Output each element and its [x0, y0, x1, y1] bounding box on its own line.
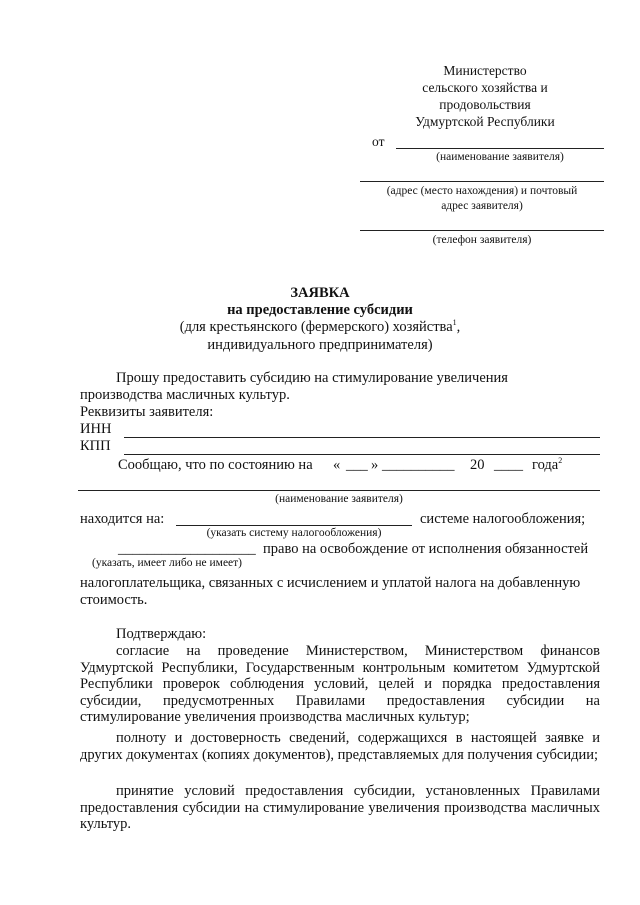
located-on-label: находится на:: [80, 511, 165, 527]
date-year-blank[interactable]: ____: [494, 457, 523, 473]
doc-title-line3-tail: ,: [456, 319, 461, 335]
date-month-blank[interactable]: __________: [382, 457, 455, 473]
address-hint-2: адрес заявителя): [441, 200, 523, 212]
completeness-paragraph: полноту и достоверность сведений, содержащихся в настоящей заявке и других документах (копиях документов), представляемых для получения субсидии;: [80, 730, 600, 763]
doc-title-line3: [0, 318, 640, 336]
addressee-line-1: Министерство: [443, 63, 527, 78]
kpp-label: КПП: [80, 438, 111, 454]
requisites-label: Реквизиты заявителя:: [80, 404, 214, 420]
doc-title-line3-text: (для крестьянского (фермерского) хозяйства: [179, 319, 453, 335]
addressee-line-3: продовольствия: [439, 97, 531, 112]
phone-line[interactable]: [360, 230, 604, 231]
applicant-name-field[interactable]: [78, 490, 600, 491]
address-line[interactable]: [360, 181, 604, 182]
exemption-hint: (указать, имеет либо не имеет): [92, 557, 243, 569]
doc-title-main: ЗАЯВКА: [290, 285, 350, 301]
doc-title: [0, 284, 640, 302]
doc-subtitle: [0, 301, 640, 319]
date-year-word: года$^2$: [532, 456, 563, 473]
addressee-line-4: Удмуртской Республики: [415, 114, 555, 129]
date-quote-open: «: [333, 457, 341, 473]
request-line-1: Прошу предоставить субсидию на стимулирование увеличения: [116, 370, 508, 386]
footnote-ref-2: 2: [558, 456, 563, 466]
inn-label: ИНН: [80, 421, 112, 437]
phone-hint: (телефон заявителя): [432, 234, 532, 246]
address-hint-1: (адрес (место нахождения) и почтовый: [386, 185, 578, 197]
consent-paragraph: согласие на проведение Министерством, Министерством финансов Удмуртской Республики, Государственным контрольным комитетом Удмуртской Республики проверок соблюдения условий, целей и порядка предоставления субсидии, предусмотренных Правилами предоставления субсидии на стимулирование увеличения производства масличных культур;: [80, 643, 600, 726]
tax-system-text: системе налогообложения;: [420, 511, 586, 527]
footnote-ref-1: 1: [452, 318, 457, 328]
confirm-label: Подтверждаю:: [116, 626, 207, 642]
date-quote-close: »: [371, 457, 379, 473]
tax-system-hint: (указать систему налогообложения): [206, 527, 382, 539]
from-label: от: [372, 134, 385, 149]
taxpayer-line-1: налогоплательщика, связанных с исчислением и уплатой налога на добавленную: [80, 575, 581, 591]
applicant-name-line[interactable]: [396, 148, 604, 149]
acceptance-paragraph: принятие условий предоставления субсидии, установленных Правилами предоставления субсидии на стимулирование увеличения производства масличных культур.: [80, 783, 600, 833]
taxpayer-line-2: стоимость.: [80, 592, 148, 608]
doc-title-line4: индивидуального предпринимателя): [207, 337, 433, 353]
inn-field[interactable]: [124, 437, 600, 438]
applicant-name-hint: (наименование заявителя): [436, 151, 564, 163]
date-day-blank[interactable]: ___: [346, 457, 368, 473]
addressee-line-2: сельского хозяйства и: [422, 80, 548, 95]
tax-system-field[interactable]: [176, 525, 412, 526]
doc-subtitle-text: на предоставление субсидии: [227, 302, 413, 318]
exemption-blank[interactable]: ___________________: [118, 541, 256, 557]
report-text: Сообщаю, что по состоянию на: [118, 457, 313, 473]
exemption-text: право на освобождение от исполнения обязанностей: [263, 541, 589, 557]
kpp-field[interactable]: [124, 454, 600, 455]
date-year-prefix: 20: [470, 457, 485, 473]
applicant-name-hint2: (наименование заявителя): [275, 493, 403, 505]
request-line-2: производства масличных культур.: [80, 387, 290, 403]
